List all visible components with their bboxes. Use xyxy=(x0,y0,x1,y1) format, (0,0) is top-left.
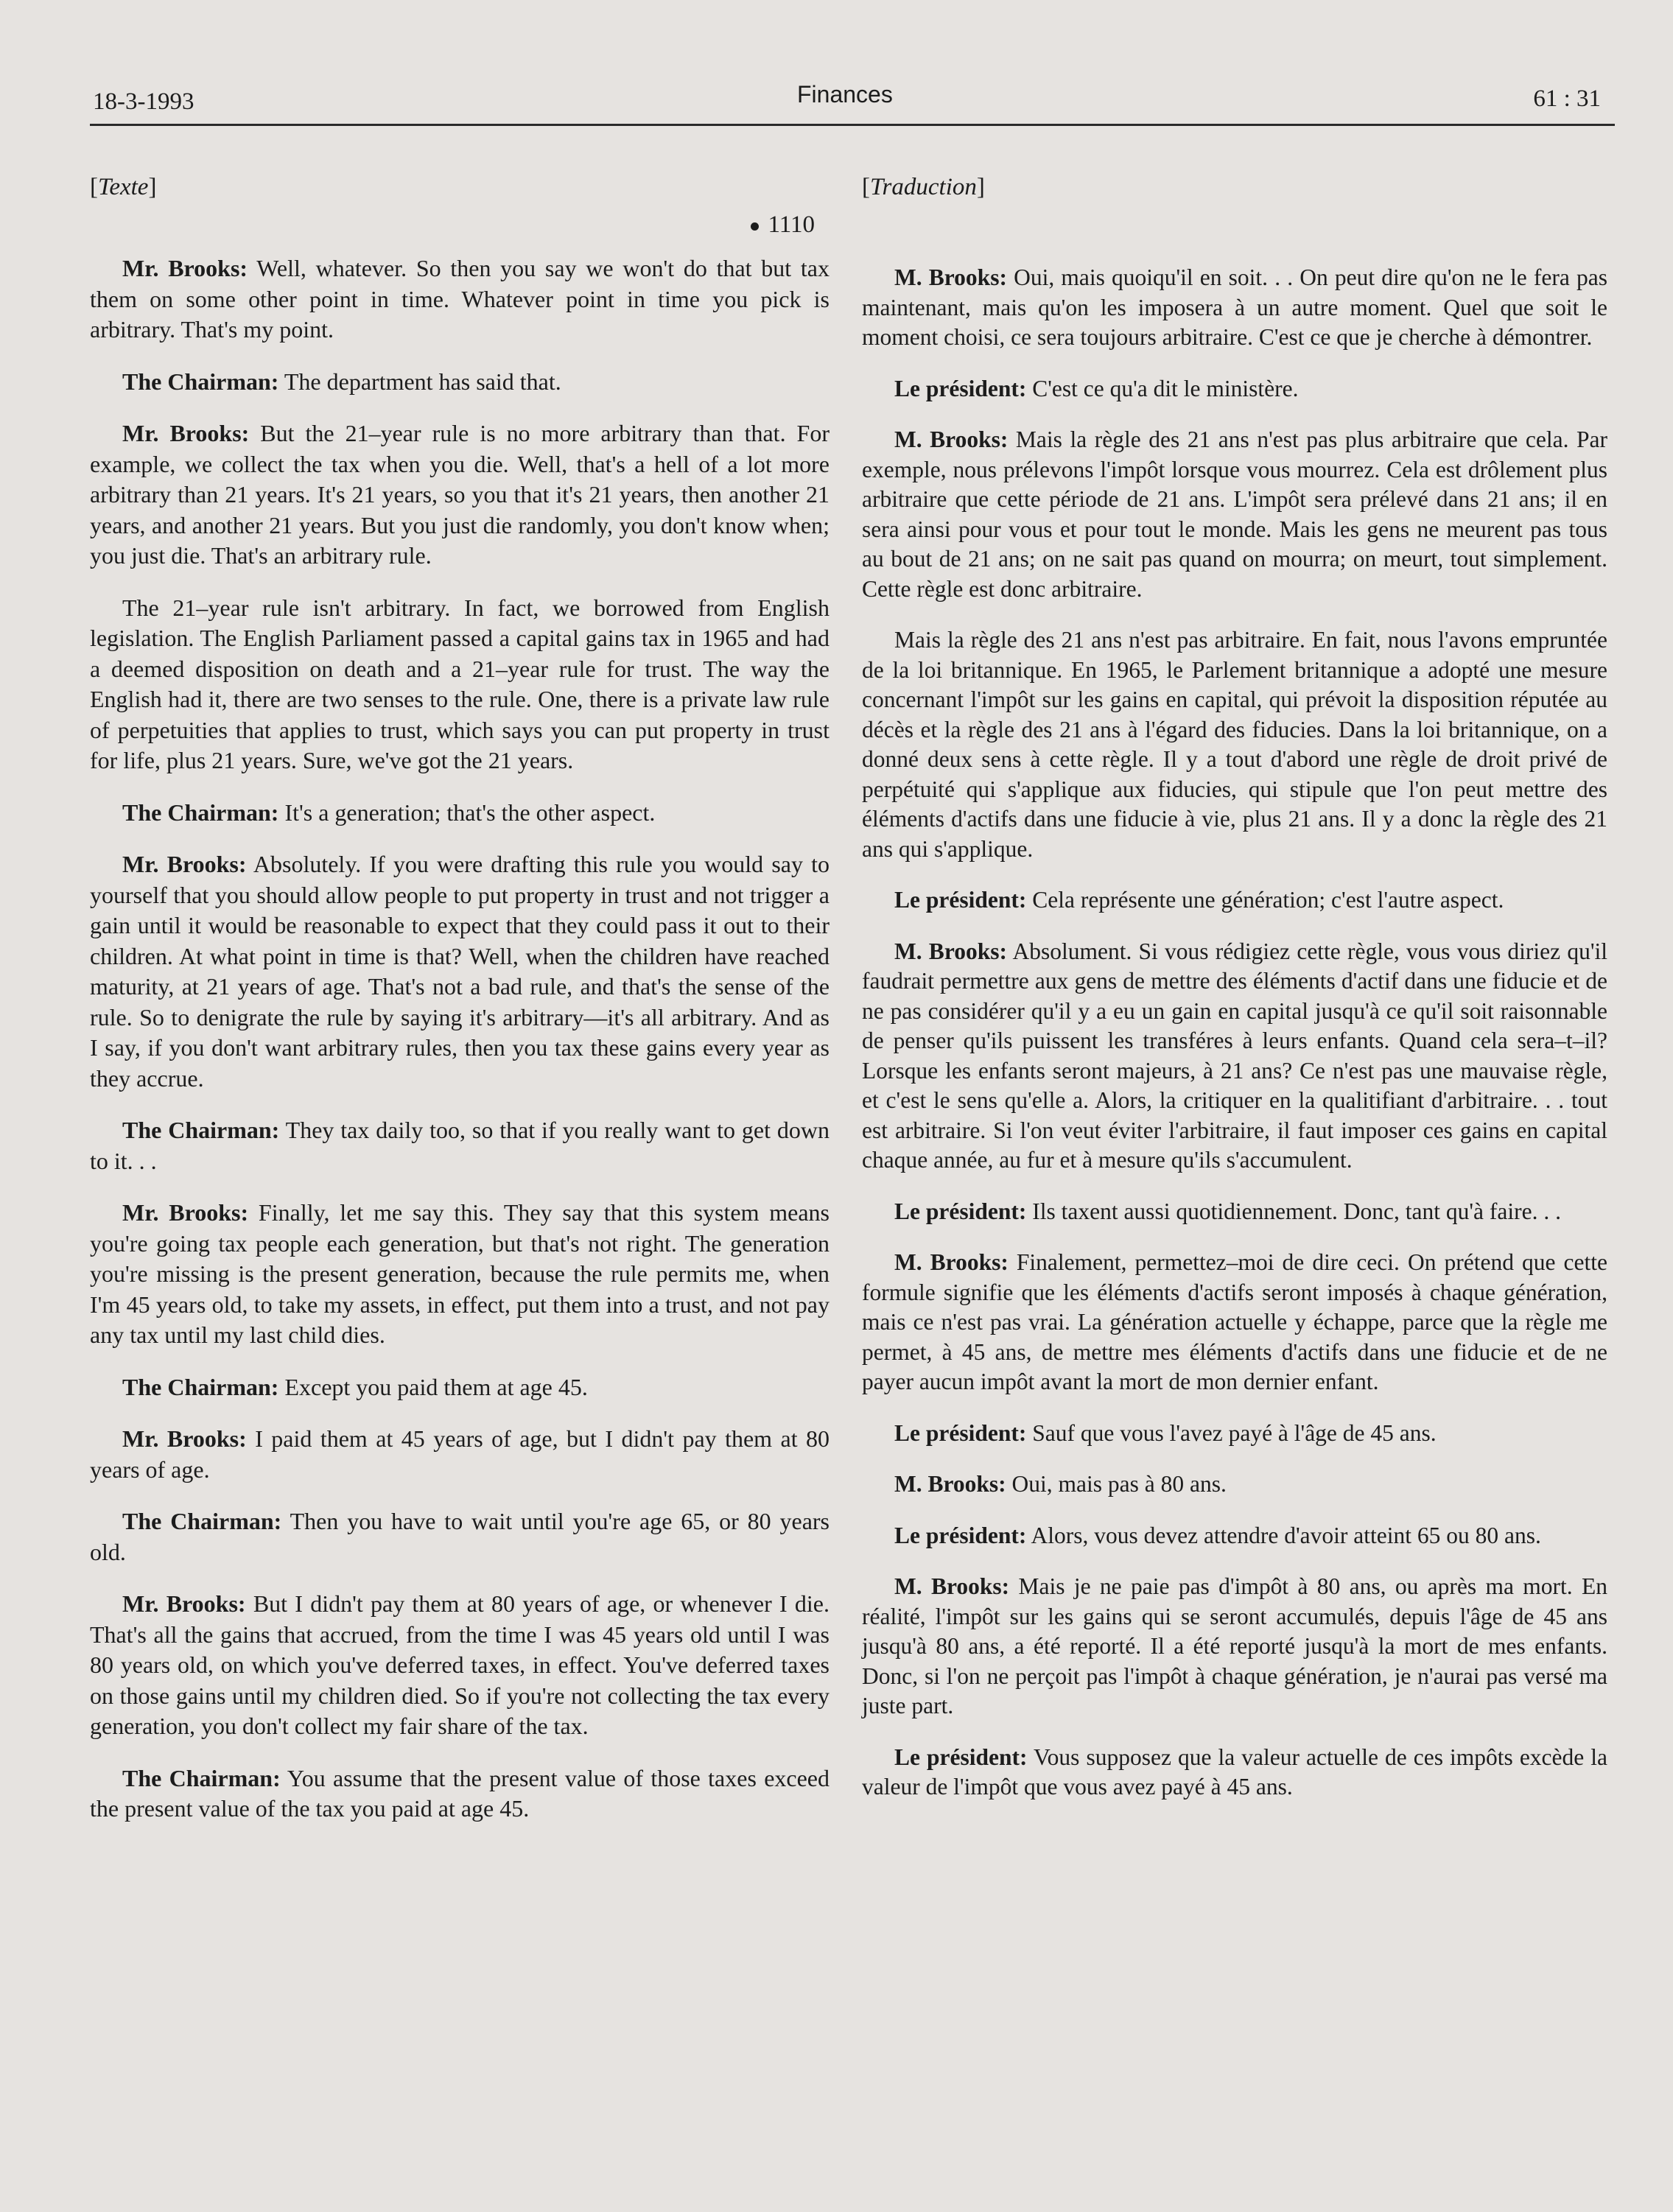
speaker-name: Le président: xyxy=(894,1198,1027,1224)
transcript-paragraph xyxy=(862,374,1607,404)
bullet-icon xyxy=(751,222,759,231)
speech-text: They tax daily too, so that if you really want to get down to it. . . xyxy=(90,1117,830,1174)
transcript-paragraph xyxy=(90,1372,830,1403)
speech-text: Sauf que vous l'avez payé à l'âge de 45 ans. xyxy=(1026,1419,1437,1446)
transcript-paragraph xyxy=(90,593,830,776)
transcript-paragraph xyxy=(90,418,830,572)
speech-text: Then you have to wait until you're age 65, or 80 years old. xyxy=(90,1508,830,1565)
speaker-name: M. Brooks: xyxy=(894,264,1007,290)
transcript-paragraph xyxy=(90,1763,830,1825)
speech-text: Mais je ne paie pas d'impôt à 80 ans, ou après ma mort. En réalité, l'impôt sur les gains qui se seront accumulés, depuis l'âge de 45 ans jusqu'à 80 ans, a été reporté. Il a été reporté jusqu'à la mort de mes enfants. Donc, si l'on ne perçoit pas l'impôt à chaque génération, je n'aurai pas versé ma juste part. xyxy=(862,1573,1608,1718)
column-french xyxy=(862,174,1607,1824)
transcript-paragraph xyxy=(90,1198,830,1351)
speech-text: Absolument. Si vous rédigiez cette règle, vous vous diriez qu'il faudrait permettre aux gens de mettre des éléments d'actif dans une fiducie et de ne pas considérer qu'il y a eu un gain en capital jusqu'à ce qu'il soit raisonnable de penser qu'ils puissent les transféres à leurs enfants. Quand cela sera–t–il? Lorsque les enfants seront majeurs, à 21 ans? Ce n'est pas une mauvaise règle, et c'est le sens qu'elle a. Alors, la critiquer en la qualitifiant d'arbitraire. . . tout est arbitraire. Si l'on veut éviter l'arbitraire, il faut imposer ces gains en capital chaque année, au fur et à mesure qu'ils s'accumulent. xyxy=(862,938,1607,1173)
header-date: 18-3-1993 xyxy=(93,88,194,115)
speaker-name: The Chairman: xyxy=(122,1373,279,1400)
speaker-name: Le président: xyxy=(894,1419,1027,1446)
header-page-number: 61 : 31 xyxy=(1533,85,1601,112)
transcript-paragraph xyxy=(862,625,1607,864)
speech-text: Mais la règle des 21 ans n'est pas plus arbitraire que cela. Par exemple, nous prélevons l'impôt lorsque vous mourrez. Cela est drôlement plus arbitraire que cette période de 21 ans. L'impôt sera prélevé dans 21 ans; il en sera ainsi pour vous et pour tout le monde. Mais les gens ne meurent pas tous au bout de 21 ans; on ne sait pas quand on mourra; on meurt, tout simplement. Cette règle est donc arbitraire. xyxy=(862,426,1607,602)
speech-text: I paid them at 45 years of age, but I didn't pay them at 80 years of age. xyxy=(90,1425,830,1483)
speaker-name: The Chairman: xyxy=(122,1117,280,1143)
language-label-english: [Texte] xyxy=(90,174,157,200)
speech-text: Oui, mais pas à 80 ans. xyxy=(1006,1471,1227,1497)
header-title: Finances xyxy=(797,81,893,108)
transcript-paragraph xyxy=(90,1424,830,1485)
speaker-name: The Chairman: xyxy=(122,798,279,826)
speech-text: Except you paid them at age 45. xyxy=(278,1373,588,1400)
speech-text: Cela représente une génération; c'est l'autre aspect. xyxy=(1026,887,1504,913)
speech-text: Ils taxent aussi quotidiennement. Donc, tant qu'à faire. . . xyxy=(1026,1198,1561,1224)
speech-text: Finalement, permettez–moi de dire ceci. On prétend que cette formule signifie que les éléments d'actifs seront imposés à chaque génération, mais ce n'est pas vrai. La génération actuelle y échappe, parce que la règle me permet, à 45 ans, de mettre mes éléments d'actifs dans une fiducie et de ne payer aucun impôt avant la mort de mon dernier enfant. xyxy=(862,1249,1608,1394)
speech-text: Absolutely. If you were drafting this rule you would say to yourself that you should allow people to put property in trust and not trigger a gain until it would be reasonable to expect that they could pass it out to their children. At what point in time is that? Well, when the children have reached maturity, at 21 years of age. That's not a bad rule, and that's the sense of the rule. So to denigrate the rule by saying it's arbitrary—it's all arbitrary. And as I say, if you don't want arbitrary rules, then you tax these gains every year as they accrue. xyxy=(90,851,830,1092)
speaker-name: M. Brooks: xyxy=(894,426,1009,452)
transcript-paragraph xyxy=(862,1419,1607,1449)
header-rule xyxy=(90,124,1615,126)
speaker-name: Mr. Brooks: xyxy=(122,255,248,281)
language-label-french: [Traduction] xyxy=(862,174,985,200)
speaker-name: M. Brooks: xyxy=(894,1471,1006,1497)
speech-text: Finally, let me say this. They say that this system means you're going tax people each generation, but that's not right. The generation you're missing is the present generation, because the rule permits me, when I'm 45 years old, to take my assets, in effect, put them into a trust, and not pay any tax until my last child dies. xyxy=(90,1199,830,1348)
transcript-paragraph xyxy=(90,849,830,1094)
transcript-paragraph xyxy=(862,1743,1607,1802)
time-marker: 1110 xyxy=(90,211,815,239)
speech-text: The department has said that. xyxy=(278,368,561,395)
speech-text: Mais la règle des 21 ans n'est pas arbitraire. En fait, nous l'avons empruntée de la loi britannique. En 1965, le Parlement britannique a adopté une mesure concernant l'impôt sur les gains en capital, qui prévoit la disposition réputée au décès et la règle des 21 ans à l'égard des fiducies. Dans la loi britannique, on a donné deux sens à cette règle. Il y a tout d'abord une règle de droit privé de perpétuité qui s'applique aux fiducies, qui stipule que l'on peut mettre des éléments d'actifs dans une fiducie à vie, plus 21 ans. Il y a donc la règle des 21 ans qui s'applique. xyxy=(862,627,1607,862)
transcript-paragraph xyxy=(90,367,830,398)
transcript-paragraph xyxy=(90,798,830,829)
speaker-name: Le président: xyxy=(894,1522,1027,1548)
speaker-name: The Chairman: xyxy=(122,1508,282,1534)
speech-text: Alors, vous devez attendre d'avoir atteint 65 ou 80 ans. xyxy=(1026,1522,1541,1548)
transcript-paragraph xyxy=(862,1470,1607,1500)
transcript-paragraph xyxy=(862,1521,1607,1551)
speech-text: Vous supposez que la valeur actuelle de ces impôts excède la valeur de l'impôt que vous avez payé à 45 ans. xyxy=(862,1744,1608,1800)
transcript-paragraph xyxy=(862,1197,1607,1227)
speech-text: But the 21–year rule is no more arbitrary than that. For example, we collect the tax when you die. Well, that's a hell of a lot more arbitrary than 21 years. It's 21 years, so you that it's 21 years, then another 21 years, and another 21 years. But you just die randomly, you don't know when; you just die. That's an arbitrary rule. xyxy=(90,420,830,569)
transcript-paragraph xyxy=(862,1572,1607,1721)
column-english xyxy=(90,174,830,1846)
speaker-name: M. Brooks: xyxy=(894,1249,1009,1275)
speaker-name: Mr. Brooks: xyxy=(122,1199,249,1226)
speech-text: Well, whatever. So then you say we won't do that but tax them on some other point in time. Whatever point in time you pick is arbitrary. That's my point. xyxy=(90,255,830,343)
speaker-name: The Chairman: xyxy=(122,368,279,395)
speaker-name: Mr. Brooks: xyxy=(122,1425,247,1452)
transcript-paragraph xyxy=(90,1115,830,1176)
speech-text: It's a generation; that's the other aspect. xyxy=(278,798,656,826)
speech-text: C'est ce qu'a dit le ministère. xyxy=(1026,375,1299,401)
speech-text: The 21–year rule isn't arbitrary. In fact, we borrowed from English legislation. The English Parliament passed a capital gains tax in 1965 and had a deemed disposition on death and a 21–year rule for trust. The way the English had it, there are two senses to the rule. One, there is a private law rule of perpetuities that applies to trust, which says you can put property in trust for life, plus 21 years. Sure, we've got the 21 years. xyxy=(90,594,830,773)
speech-text: Oui, mais quoiqu'il en soit. . . On peut dire qu'on ne le fera pas maintenant, mais qu'on les imposera à un autre moment. Quel que soit le moment choisi, ce sera toujours arbitraire. C'est ce que je cherche à démontrer. xyxy=(862,264,1607,350)
transcript-paragraph xyxy=(862,425,1607,604)
speaker-name: M. Brooks: xyxy=(894,1573,1010,1599)
speaker-name: Mr. Brooks: xyxy=(122,420,250,446)
speaker-name: M. Brooks: xyxy=(894,938,1007,964)
speech-text: But I didn't pay them at 80 years of age, or whenever I die. That's all the gains that accrued, from the time I was 45 years old until I was 80 years old, on which you've deferred taxes, in effect. You've deferred taxes on those gains until my children died. So if you're not collecting the tax every generation, you don't collect my fair share of the tax. xyxy=(90,1590,830,1739)
transcript-paragraph xyxy=(90,1589,830,1742)
transcript-paragraph xyxy=(862,263,1607,353)
transcript-paragraph xyxy=(90,1506,830,1567)
transcript-paragraph xyxy=(862,1248,1607,1397)
transcript-paragraph xyxy=(862,937,1607,1176)
transcript-paragraph xyxy=(90,253,830,345)
speaker-name: Le président: xyxy=(894,1744,1028,1770)
speaker-name: Le président: xyxy=(894,887,1027,913)
transcript-paragraph xyxy=(862,885,1607,916)
speaker-name: Mr. Brooks: xyxy=(122,851,247,877)
speaker-name: Le président: xyxy=(894,375,1027,401)
speaker-name: The Chairman: xyxy=(122,1764,281,1791)
speaker-name: Mr. Brooks: xyxy=(122,1590,246,1617)
speech-text: You assume that the present value of those taxes exceed the present value of the tax you paid at age 45. xyxy=(90,1764,830,1822)
